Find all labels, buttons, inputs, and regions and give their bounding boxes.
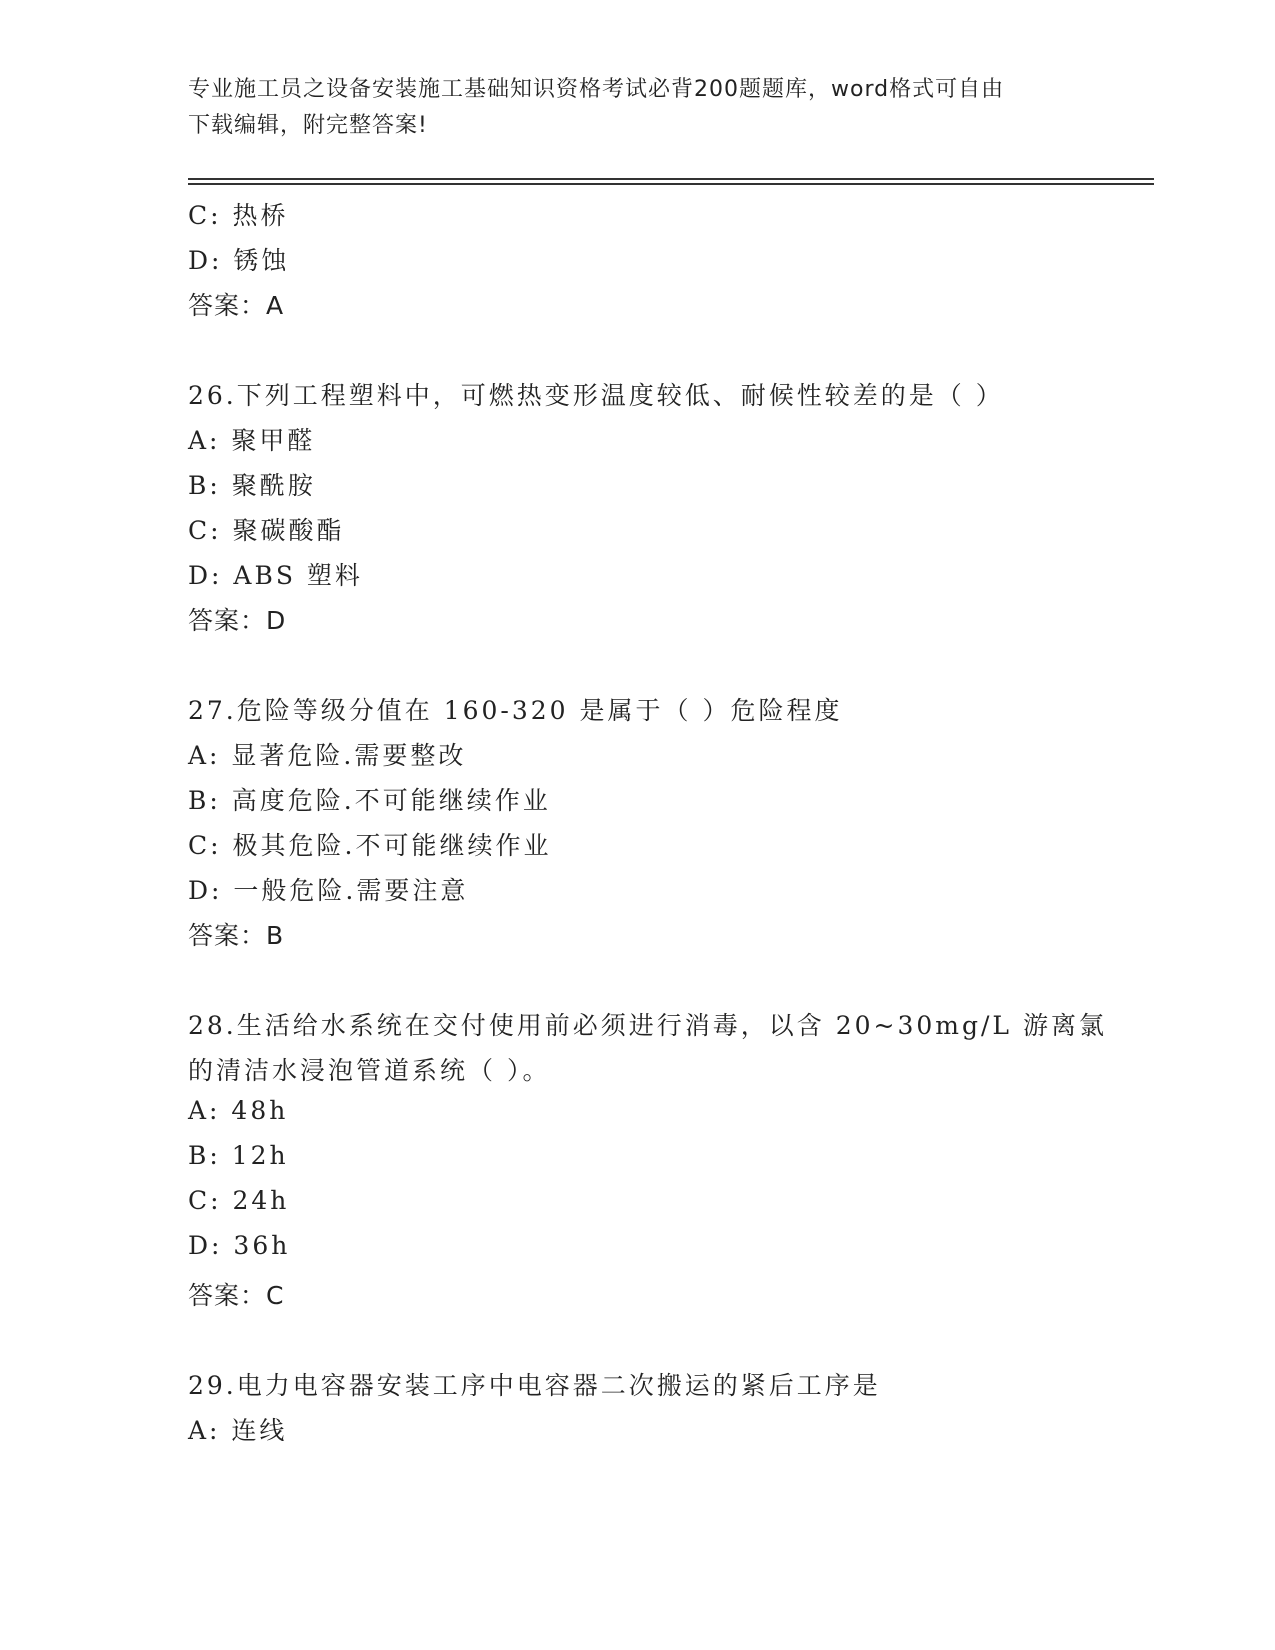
header-divider-bottom (188, 183, 1154, 185)
document-header (188, 72, 1088, 144)
question-28-line-2: 的清洁水浸泡管道系统（ ）。 (188, 1056, 551, 1085)
answer-q25: 答案：A (188, 291, 285, 320)
answer-q27: 答案：B (188, 921, 285, 950)
question-29: 29.电力电容器安装工序中电容器二次搬运的紧后工序是 (188, 1371, 881, 1400)
header-line-1: 专业施工员之设备安装施工基础知识资格考试必背200题题库，word格式可自由 (188, 77, 1005, 102)
option-b-q26: B: 聚酰胺 (188, 471, 316, 500)
option-d-q28: D: 36h (188, 1231, 291, 1260)
option-c-q28: C: 24h (188, 1186, 290, 1215)
option-a-q26: A: 聚甲醛 (188, 426, 316, 455)
option-d-q27: D: 一般危险.需要注意 (188, 876, 469, 905)
answer-q28: 答案：C (188, 1281, 285, 1310)
option-a-q28: A: 48h (188, 1096, 289, 1125)
option-a-q27: A: 显著危险.需要整改 (188, 741, 467, 770)
option-d-q26: D: ABS 塑料 (188, 561, 363, 590)
question-27: 27.危险等级分值在 160-320 是属于（ ）危险程度 (188, 696, 843, 725)
header-line-2: 下载编辑，附完整答案! (188, 113, 428, 138)
option-b-q27: B: 高度危险.不可能继续作业 (188, 786, 551, 815)
option-a-q29: A: 连线 (188, 1416, 288, 1445)
question-28-line-1: 28.生活给水系统在交付使用前必须进行消毒，以含 20~30mg/L 游离氯 (188, 1011, 1107, 1040)
option-c-q25: C: 热桥 (188, 201, 289, 230)
question-26: 26.下列工程塑料中，可燃热变形温度较低、耐候性较差的是（ ） (188, 381, 1004, 410)
option-c-q26: C: 聚碳酸酯 (188, 516, 345, 545)
option-d-q25: D: 锈蚀 (188, 246, 290, 275)
option-c-q27: C: 极其危险.不可能继续作业 (188, 831, 552, 860)
header-divider-top (188, 178, 1154, 180)
option-b-q28: B: 12h (188, 1141, 289, 1170)
answer-q26: 答案：D (188, 606, 287, 635)
